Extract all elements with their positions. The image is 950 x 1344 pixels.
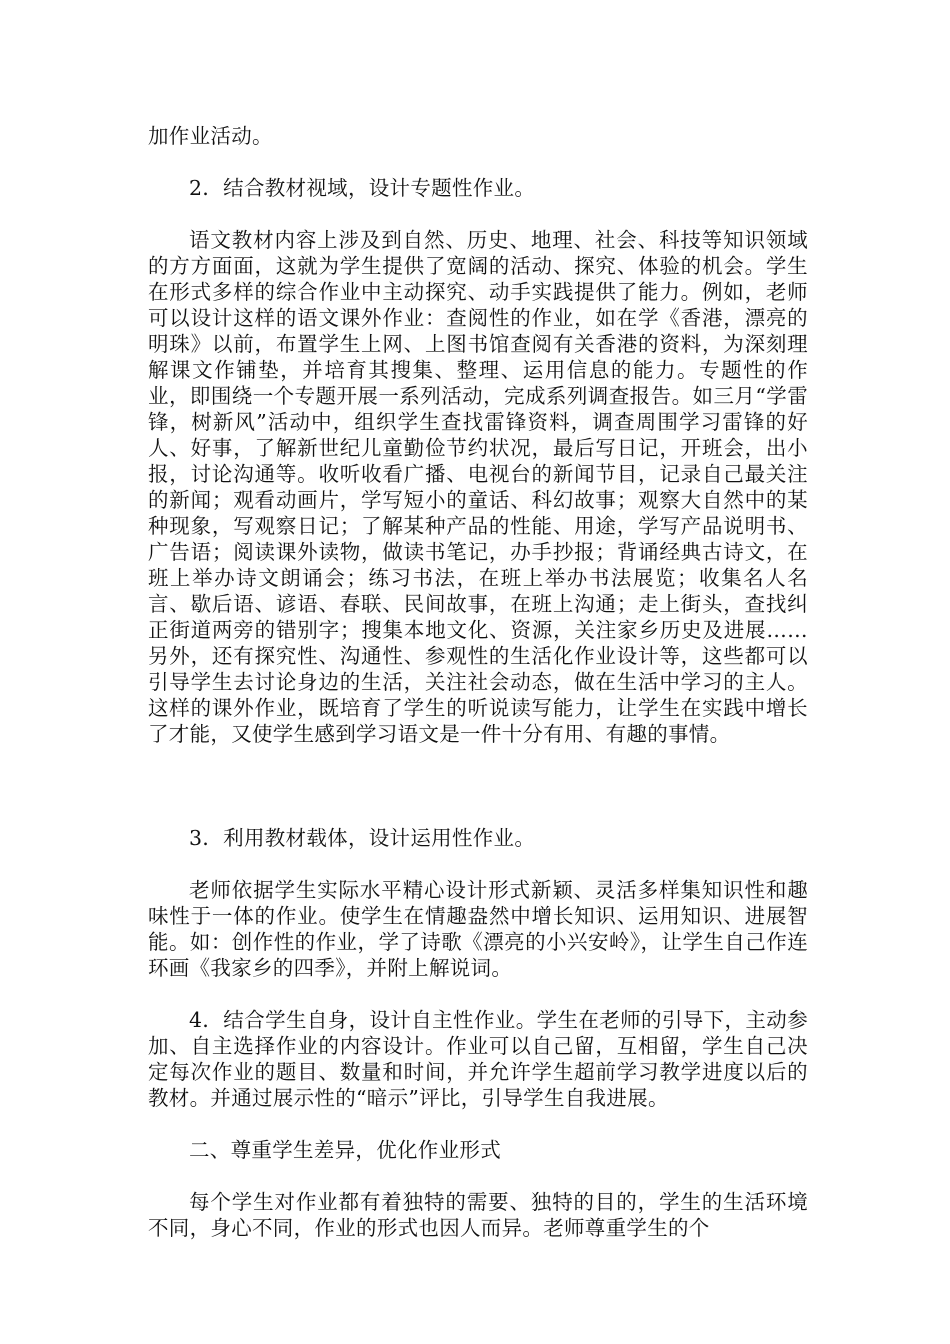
section-heading-2: 2．结合教材视域，设计专题性作业。 <box>189 176 536 200</box>
paragraph-body-4: 4．结合学生自身，设计自主性作业。学生在老师的引导下，主动参加、自主选择作业的内容设计。作业可以自己留，互相留，学生自己决定每次作业的题目、数量和时间，并允许学生超前学习教学进度以后的教材。并通过展示性的“暗示”评比，引导学生自我进展。 <box>148 1008 808 1110</box>
paragraph-body-2: 语文教材内容上涉及到自然、历史、地理、社会、科技等知识领域的方方面面，这就为学生提供了宽阔的活动、探究、体验的机会。学生在形式多样的综合作业中主动探究、动手实践提供了能力。例如，老师可以设计这样的语文课外作业：查阅性的作业，如在学《香港，漂亮的明珠》以前，布置学生上网、上图书馆查阅有关香港的资料，为深刻理解课文作铺垫，并培育其搜集、整理、运用信息的能力。专题性的作业，即围绕一个专题开展一系列活动，完成系列调查报告。如三月“学雷锋，树新风”活动中，组织学生查找雷锋资料，调查周围学习雷锋的好人、好事，了解新世纪儿童勤俭节约状况，最后写日记，开班会，出小报，讨论沟通等。收听收看广播、电视台的新闻节目，记录自己最关注的新闻；观看动画片，学写短小的童话、科幻故事；观察大自然中的某种现象，写观察日记；了解某种产品的性能、用途，学写产品说明书、广告语；阅读课外读物，做读书笔记，办手抄报；背诵经典古诗文，在班上举办诗文朗诵会；练习书法，在班上举办书法展览；收集名人名言、歇后语、谚语、春联、民间故事，在班上沟通；走上街头，查找纠正街道两旁的错别字；搜集本地文化、资源，关注家乡历史及进展……另外，还有探究性、沟通性、参观性的生活化作业设计等，这些都可以引导学生去讨论身边的生活，关注社会动态，做在生活中学习的主人。这样的课外作业，既培育了学生的听说读写能力，让学生在实践中增长了才能，又使学生感到学习语文是一件十分有用、有趣的事情。 <box>148 228 808 746</box>
section-heading-3: 3．利用教材载体，设计运用性作业。 <box>189 826 536 850</box>
paragraph-body-3: 老师依据学生实际水平精心设计形式新颖、灵活多样集知识性和趣味性于一体的作业。使学生在情趣盎然中增长知识、运用知识、进展智能。如：创作性的作业，学了诗歌《漂亮的小兴安岭》，让学生自己作连环画《我家乡的四季》，并附上解说词。 <box>148 878 808 980</box>
paragraph-body-5: 每个学生对作业都有着独特的需要、独特的目的，学生的生活环境不同，身心不同，作业的形式也因人而异。老师尊重学生的个 <box>148 1190 808 1240</box>
chapter-heading-2: 二、尊重学生差异，优化作业形式 <box>189 1138 501 1162</box>
paragraph-continuation: 加作业活动。 <box>148 124 273 148</box>
